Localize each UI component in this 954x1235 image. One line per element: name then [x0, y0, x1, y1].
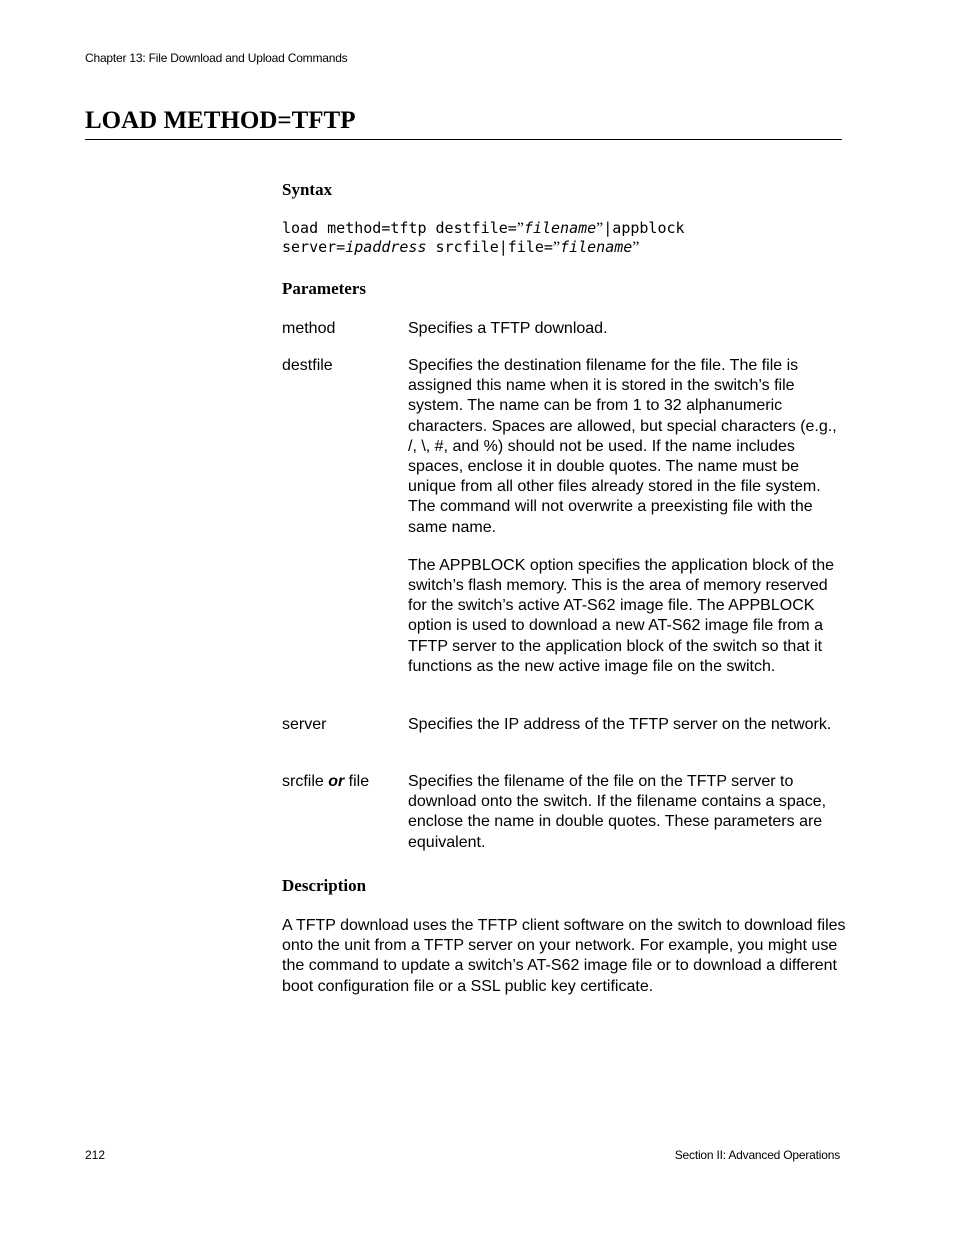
syntax-line-2	[282, 238, 639, 257]
param-description	[408, 772, 848, 853]
quote-mark: ”	[516, 220, 524, 237]
param-description	[408, 715, 848, 735]
param-name-or: or	[328, 773, 345, 790]
running-head: Chapter 13: File Download and Upload Commands	[85, 51, 348, 65]
param-name	[282, 772, 402, 792]
syntax-heading: Syntax	[282, 180, 333, 199]
param-description	[408, 319, 848, 339]
page-title: LOAD METHOD=TFTP	[85, 106, 842, 140]
param-desc-text: The APPBLOCK option specifies the application block of the switch’s flash memory. This is the area of memory reserved for the switch’s active AT-S62 image file. The APPBLOCK option is used to download a new AT-S62 image file from a TFTP server to the application block of the switch so that it functions as the new active image file on the switch.	[408, 556, 835, 675]
syntax-text: |appblock	[603, 219, 685, 237]
quote-mark: ”	[596, 220, 604, 237]
param-name-part: srcfile	[282, 773, 329, 790]
param-desc-text: Specifies a TFTP download.	[408, 320, 608, 337]
param-desc-text: Specifies the filename of the file on the TFTP server to download onto the switch. If the filename contains a space, enclose the name in double quotes. These parameters are equivalent.	[408, 773, 827, 851]
param-name: method	[282, 320, 336, 337]
param-name-part: file	[344, 773, 370, 790]
parameters-heading: Parameters	[282, 279, 367, 298]
syntax-text: server=	[282, 238, 346, 256]
description-heading: Description	[282, 876, 367, 895]
syntax-line-1	[282, 219, 685, 238]
description-text: A TFTP download uses the TFTP client software on the switch to download files onto the unit from a TFTP server on your network. For example, you might use the command to update a switch’s AT-S62 image file or to download a different boot configuration file or a SSL public key certificate.	[282, 917, 846, 995]
param-name: destfile	[282, 357, 333, 374]
page-number: 212	[85, 1148, 106, 1162]
param-desc-text: Specifies the IP address of the TFTP server on the network.	[408, 716, 832, 733]
syntax-placeholder: filename	[523, 219, 597, 237]
quote-mark: ”	[632, 239, 640, 256]
param-name: server	[282, 716, 327, 733]
syntax-placeholder: ipaddress	[345, 238, 427, 256]
syntax-text: srcfile|file=	[426, 238, 553, 256]
syntax-text: load method=tftp destfile=	[282, 219, 517, 237]
footer-section: Section II: Advanced Operations	[674, 1148, 840, 1162]
param-desc-text: Specifies the destination filename for the file. The file is assigned this name when it is stored in the switch’s file system. The name can be from 1 to 32 alphanumeric characters. Spaces are allowed, but special characters (e.g., /, \, #, and %) should not be used. If the name includes spaces, enclose it in double quotes. The name must be unique from all other files already stored in the file system. The command will not overwrite a preexisting file with the same name.	[408, 357, 837, 536]
param-description	[408, 356, 848, 677]
syntax-placeholder: filename	[560, 238, 633, 256]
quote-mark: ”	[552, 239, 561, 256]
